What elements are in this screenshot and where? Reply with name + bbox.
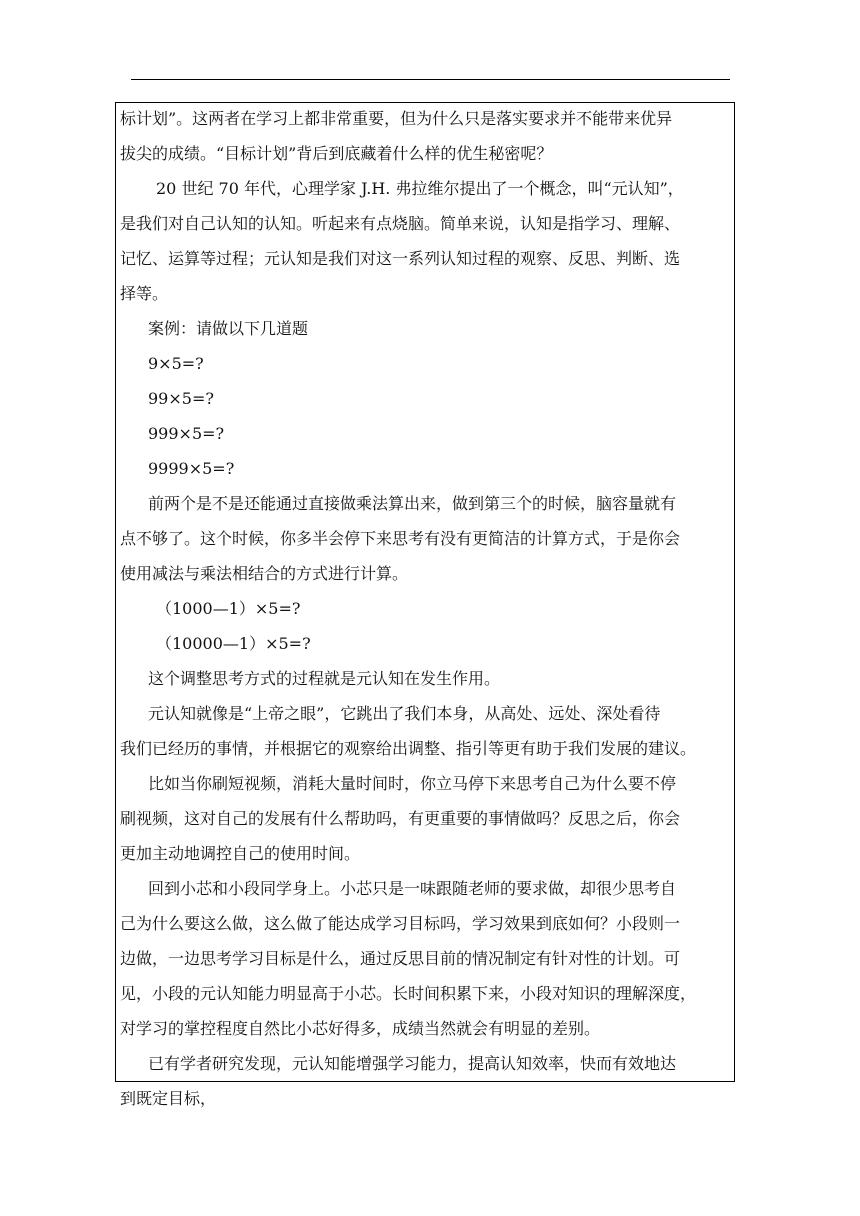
text-line: 边做，一边思考学习目标是什么，通过反思目前的情况制定有针对性的计划。可 bbox=[120, 949, 681, 968]
text-line: 记忆、运算等过程；元认知是我们对这一系列认知过程的观察、反思、判断、选 bbox=[120, 249, 681, 268]
text-line: 案例：请做以下几道题 bbox=[148, 319, 309, 338]
text-line: 已有学者研究发现，元认知能增强学习能力，提高认知效率，快而有效地达 bbox=[148, 1054, 677, 1073]
text-line: 9999×5=? bbox=[148, 459, 235, 478]
text-line: 我们已经历的事情，并根据它的观察给出调整、指引等更有助于我们发展的建议。 bbox=[120, 739, 697, 758]
text-line: 对学习的掌控程度自然比小芯好得多，成绩当然就会有明显的差别。 bbox=[120, 1019, 601, 1038]
text-line: 更加主动地调控自己的使用时间。 bbox=[120, 844, 361, 863]
text-line: 拔尖的成绩。“目标计划”背后到底藏着什么样的优生秘密呢？ bbox=[120, 144, 553, 163]
text-line: 20 世纪 70 年代，心理学家 J.H. 弗拉维尔提出了一个概念，叫“元认知”， bbox=[156, 179, 684, 198]
text-line: 见，小段的元认知能力明显高于小芯。长时间积累下来，小段对知识的理解深度， bbox=[120, 984, 697, 1003]
text-line: （10000—1）×5=? bbox=[156, 634, 311, 653]
content-box bbox=[115, 102, 735, 1108]
text-line: 9×5=? bbox=[148, 354, 204, 373]
text-line: 回到小芯和小段同学身上。小芯只是一味跟随老师的要求做，却很少思考自 bbox=[148, 879, 677, 898]
text-line: 比如当你刷短视频，消耗大量时间时，你立马停下来思考自己为什么要不停 bbox=[148, 774, 677, 793]
text-line: 是我们对自己认知的认知。听起来有点烧脑。简单来说，认知是指学习、理解、 bbox=[120, 214, 681, 233]
text-line: 己为什么要这么做，这么做了能达成学习目标吗，学习效果到底如何？小段则一 bbox=[120, 914, 681, 933]
text-line: 点不够了。这个时候，你多半会停下来思考有没有更简洁的计算方式，于是你会 bbox=[120, 529, 681, 548]
text-line: 到既定目标， bbox=[120, 1089, 217, 1108]
text-line: 择等。 bbox=[120, 284, 169, 303]
text-line: 这个调整思考方式的过程就是元认知在发生作用。 bbox=[148, 669, 501, 688]
text-line: 刷视频，这对自己的发展有什么帮助吗，有更重要的事情做吗？反思之后，你会 bbox=[120, 809, 681, 828]
text-line: 前两个是不是还能通过直接做乘法算出来，做到第三个的时候，脑容量就有 bbox=[148, 494, 677, 513]
header-rule bbox=[131, 79, 730, 80]
text-line: 999×5=? bbox=[148, 424, 225, 443]
text-line: 标计划”。这两者在学习上都非常重要，但为什么只是落实要求并不能带来优异 bbox=[120, 109, 673, 128]
text-line: 使用减法与乘法相结合的方式进行计算。 bbox=[120, 564, 409, 583]
text-line: 元认知就像是“上帝之眼”，它跳出了我们本身，从高处、远处、深处看待 bbox=[148, 704, 661, 723]
text-line: 99×5=? bbox=[148, 389, 214, 408]
text-line: （1000—1）×5=? bbox=[156, 599, 301, 618]
